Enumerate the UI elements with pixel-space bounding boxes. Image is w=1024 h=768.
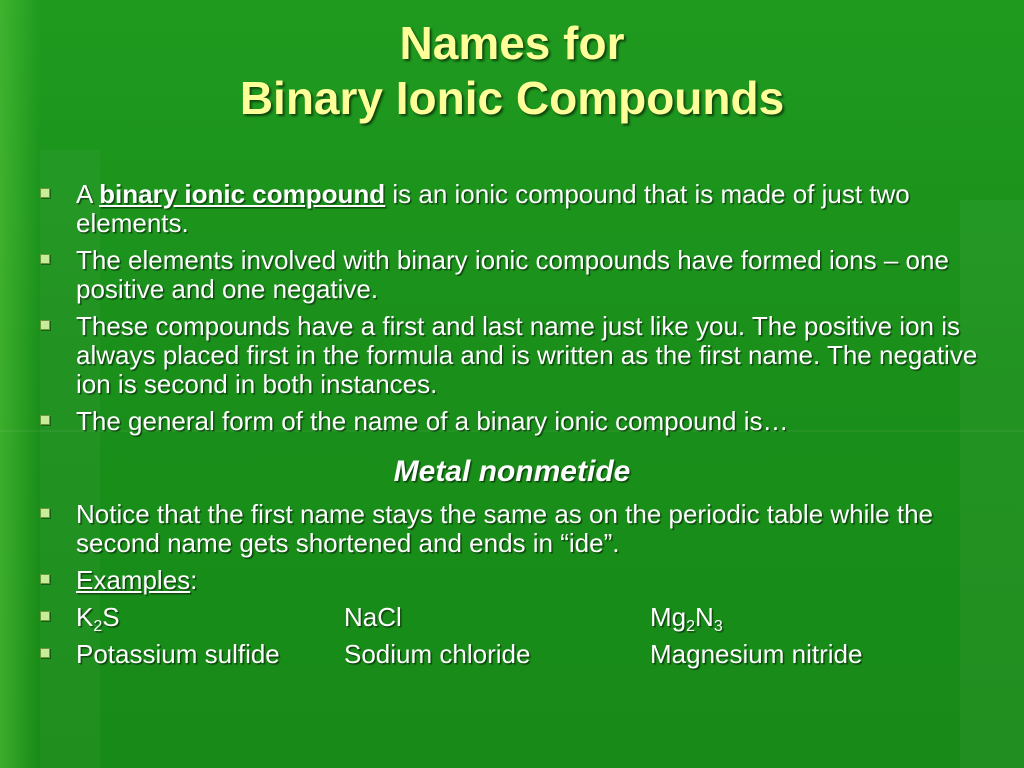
bullet-text: The elements involved with binary ionic compounds have formed ions – one positive and one negative. — [76, 245, 949, 304]
bullet-item — [38, 407, 988, 436]
name-sodium-chloride: Sodium chloride — [344, 639, 531, 669]
names-row — [38, 640, 988, 677]
bullet-item — [38, 180, 988, 238]
square-bullet-icon — [40, 415, 50, 425]
formula-potassium-sulfide: $K_2S$ — [76, 602, 120, 635]
name-potassium-sulfide: Potassium sulfide — [76, 639, 280, 669]
bullet-item-notice — [38, 500, 988, 558]
key-term: binary ionic compound — [99, 179, 386, 209]
square-bullet-icon — [40, 508, 50, 518]
square-bullet-icon — [40, 648, 50, 658]
title-line-1: Names for — [399, 17, 625, 69]
square-bullet-icon — [40, 188, 50, 198]
general-form-heading: Metal nonmetide — [393, 455, 631, 488]
square-bullet-icon — [40, 611, 50, 621]
bullet-text-rest: is an ionic compound that is made of just two elements. — [76, 179, 910, 238]
bullet-text: These compounds have a first and last name just like you. The positive ion is always placed first in the formula and is written as the first name. The negative ion is second in both instances. — [76, 311, 978, 399]
bullet-item — [38, 312, 988, 399]
bullet-text: The general form of the name of a binary ionic compound is… — [76, 406, 789, 436]
square-bullet-icon — [40, 320, 50, 330]
bullet-text: Notice that the first name stays the same as on the periodic table while the second name gets shortened and ends in “ide”. — [76, 499, 934, 558]
title-line-2: Binary Ionic Compounds — [239, 72, 785, 124]
examples-label-row — [38, 566, 988, 603]
examples-list — [38, 500, 988, 677]
bullet-item — [38, 246, 988, 304]
bullet-text-prefix: A — [76, 179, 100, 209]
square-bullet-icon — [40, 254, 50, 264]
formula-row — [38, 603, 988, 640]
formula-sodium-chloride: NaCl — [344, 602, 402, 632]
square-bullet-icon — [40, 574, 50, 584]
slide-title — [0, 16, 1024, 126]
formula-magnesium-nitride: $Mg_2N_3$ — [650, 602, 723, 635]
name-magnesium-nitride: Magnesium nitride — [650, 639, 863, 669]
examples-label: Examples: — [76, 565, 198, 595]
bullet-list — [38, 180, 988, 444]
